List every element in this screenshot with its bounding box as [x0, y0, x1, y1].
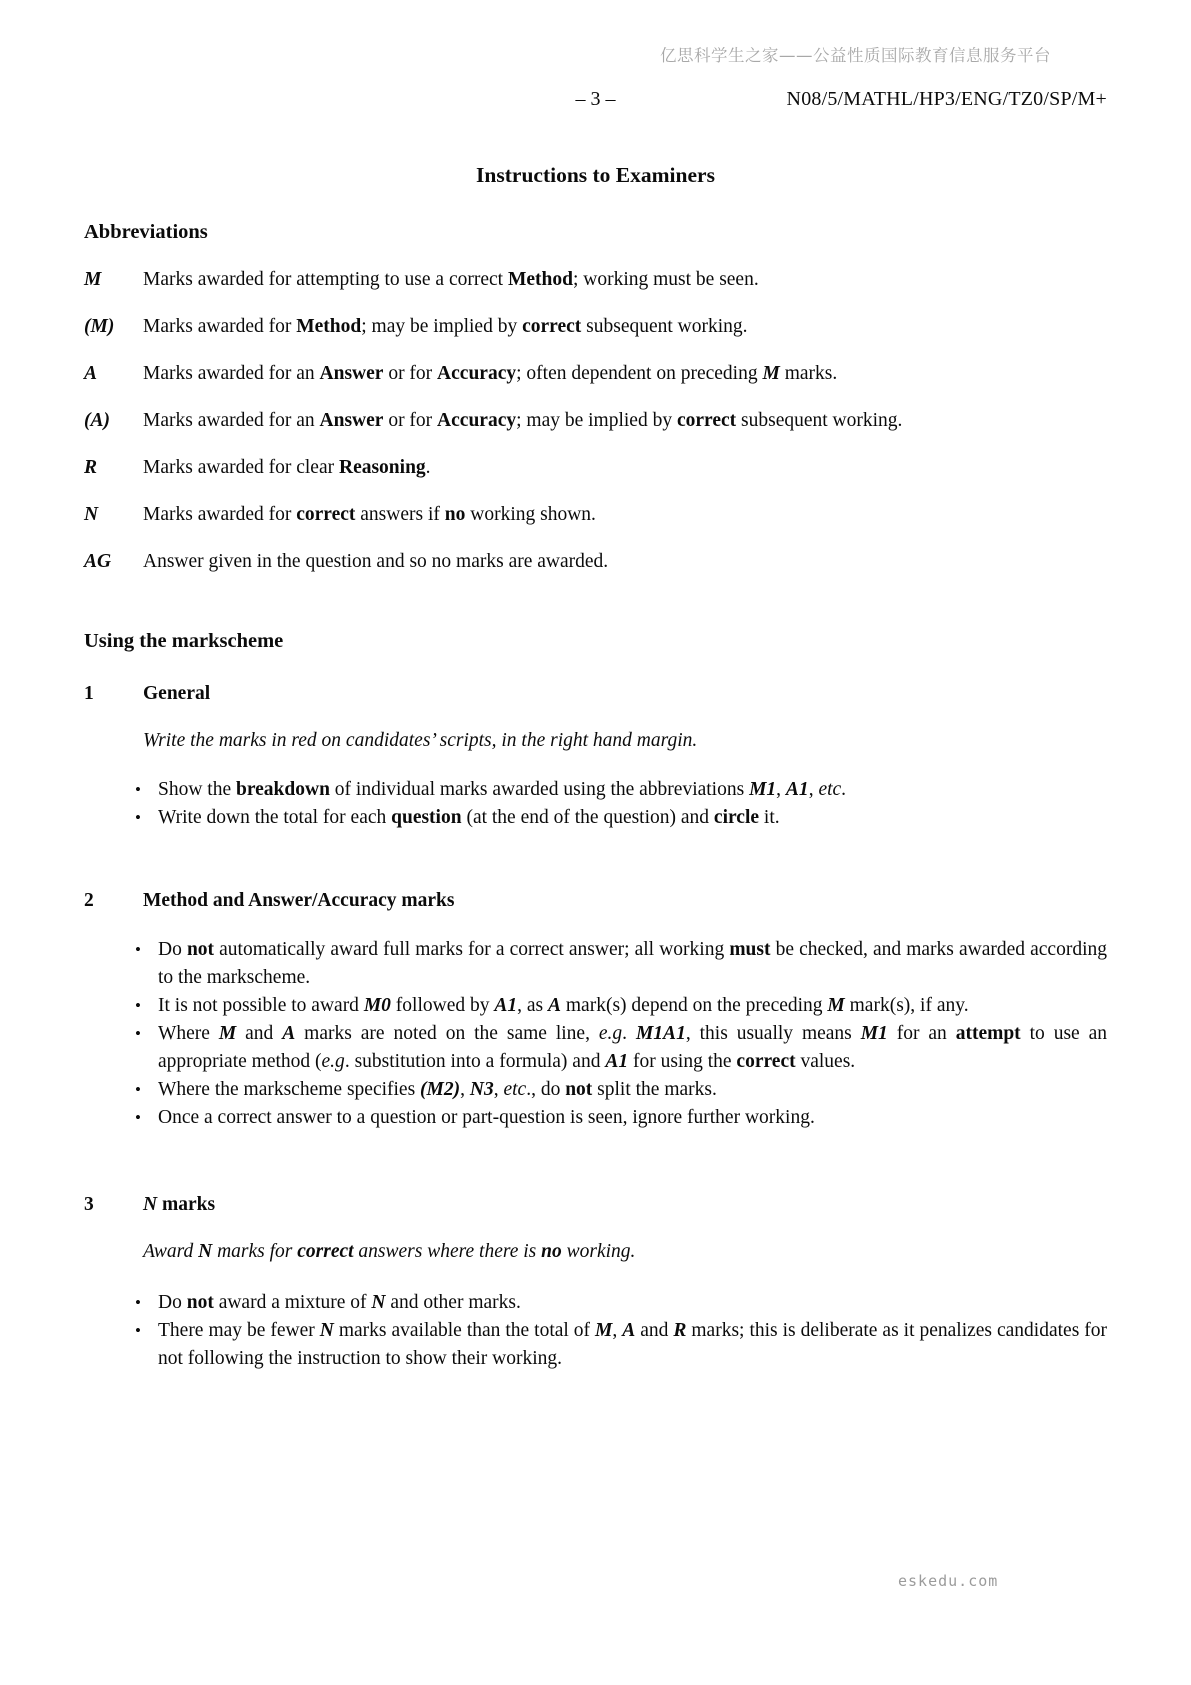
- section-heading: N marks: [143, 1194, 216, 1215]
- bullet-text: Do not award a mixture of N and other marks.: [158, 1292, 521, 1313]
- abbreviation-row: [84, 267, 1107, 293]
- section-heading: Method and Answer/Accuracy marks: [143, 890, 455, 911]
- abbreviation-label: A: [84, 363, 98, 384]
- section-body: [135, 728, 1107, 832]
- section-header: [84, 888, 1107, 914]
- watermark-header: 亿思科学生之家——公益性质国际教育信息服务平台: [660, 46, 1051, 65]
- abbreviation-label: N: [84, 504, 99, 525]
- bullet-item: [135, 1076, 1107, 1104]
- section-body: [135, 1239, 1108, 1373]
- bullet-item: [135, 804, 1107, 832]
- abbreviation-row: [84, 408, 1107, 434]
- page-number: – 3 –: [575, 88, 616, 110]
- bullet-text: Once a correct answer to a question or part-question is seen, ignore further working.: [158, 1107, 815, 1128]
- abbreviation-description: Marks awarded for clear Reasoning.: [143, 457, 431, 478]
- abbreviation-description: Marks awarded for an Answer or for Accuracy; may be implied by correct subsequent working.: [143, 410, 903, 431]
- section-header: [84, 1192, 1107, 1218]
- bullet-icon: •: [135, 1024, 141, 1043]
- bullet-list: [135, 936, 1108, 1132]
- bullet-icon: •: [135, 808, 141, 827]
- abbreviation-label: R: [84, 457, 98, 478]
- section-heading: General: [143, 683, 211, 704]
- abbreviations-heading: Abbreviations: [84, 221, 208, 243]
- bullet-icon: •: [135, 940, 141, 959]
- bullet-item: [135, 1289, 1107, 1317]
- abbreviation-description: Marks awarded for an Answer or for Accuracy; often dependent on preceding M marks.: [143, 363, 838, 384]
- bullet-item: [135, 1104, 1107, 1132]
- abbreviation-row: [84, 455, 1107, 481]
- bullet-item: [135, 1317, 1108, 1373]
- section-intro: Award N marks for correct answers where there is no working.: [143, 1241, 636, 1262]
- markscheme-heading: Using the markscheme: [84, 630, 284, 652]
- footer-watermark: eskedu.com: [898, 1572, 999, 1590]
- section-header: [84, 681, 1107, 707]
- section-intro: Write the marks in red on candidates’ scripts, in the right hand margin.: [143, 730, 698, 751]
- bullet-icon: •: [135, 1293, 141, 1312]
- bullet-text: Do not automatically award full marks for a correct answer; all working must be checked, and marks awarded according to the markscheme.: [158, 939, 1107, 988]
- abbreviation-label: (M): [84, 316, 115, 337]
- bullet-icon: •: [135, 1108, 141, 1127]
- abbreviation-row: [84, 361, 1107, 387]
- bullet-item: [135, 992, 1107, 1020]
- bullet-item: [135, 936, 1107, 992]
- abbreviation-row: [84, 502, 1107, 528]
- section-body: [135, 936, 1108, 1132]
- bullet-item: [135, 1020, 1108, 1076]
- abbreviation-description: Marks awarded for attempting to use a correct Method; working must be seen.: [143, 269, 759, 290]
- bullet-icon: •: [135, 996, 141, 1015]
- bullet-text: There may be fewer N marks available than the total of M, A and R marks; this is deliberate as it penalizes candidates for not following the instruction to show their working.: [158, 1320, 1108, 1369]
- page-title: Instructions to Examiners: [476, 163, 715, 187]
- bullet-text: Show the breakdown of individual marks awarded using the abbreviations M1, A1, etc.: [158, 779, 847, 800]
- abbreviation-description: Answer given in the question and so no marks are awarded.: [143, 551, 609, 572]
- bullet-icon: •: [135, 1080, 141, 1099]
- bullet-icon: •: [135, 780, 141, 799]
- bullet-text: Write down the total for each question (at the end of the question) and circle it.: [158, 807, 780, 828]
- document-code: N08/5/MATHL/HP3/ENG/TZ0/SP/M+: [786, 88, 1107, 110]
- bullet-text: It is not possible to award M0 followed by A1, as A mark(s) depend on the preceding M mark(s), if any.: [158, 995, 969, 1016]
- bullet-item: [135, 776, 1107, 804]
- bullet-list: [135, 776, 1107, 832]
- bullet-text: Where M and A marks are noted on the same line, e.g. M1A1, this usually means M1 for an attempt to use an appropriate method (e.g. substitution into a formula) and A1 for using the correct values.: [158, 1023, 1108, 1072]
- abbreviations-list: [84, 267, 1107, 575]
- bullet-icon: •: [135, 1321, 141, 1340]
- abbreviation-label: AG: [84, 551, 112, 572]
- abbreviation-description: Marks awarded for correct answers if no working shown.: [143, 504, 596, 525]
- bullet-list: [135, 1289, 1108, 1373]
- abbreviation-label: (A): [84, 410, 110, 431]
- section-number: 2: [84, 890, 94, 911]
- section-number: 1: [84, 683, 94, 704]
- section-method-answer-accuracy: [84, 888, 1107, 1132]
- section-number: 3: [84, 1194, 94, 1215]
- section-general: [84, 681, 1107, 832]
- abbreviation-label: M: [84, 269, 102, 290]
- section-n-marks: [84, 1192, 1107, 1373]
- abbreviation-row: [84, 549, 1107, 575]
- abbreviation-description: Marks awarded for Method; may be implied by correct subsequent working.: [143, 316, 748, 337]
- page-header: [84, 0, 1107, 114]
- abbreviation-row: [84, 314, 1107, 340]
- bullet-text: Where the markscheme specifies (M2), N3, etc., do not split the marks.: [158, 1079, 717, 1100]
